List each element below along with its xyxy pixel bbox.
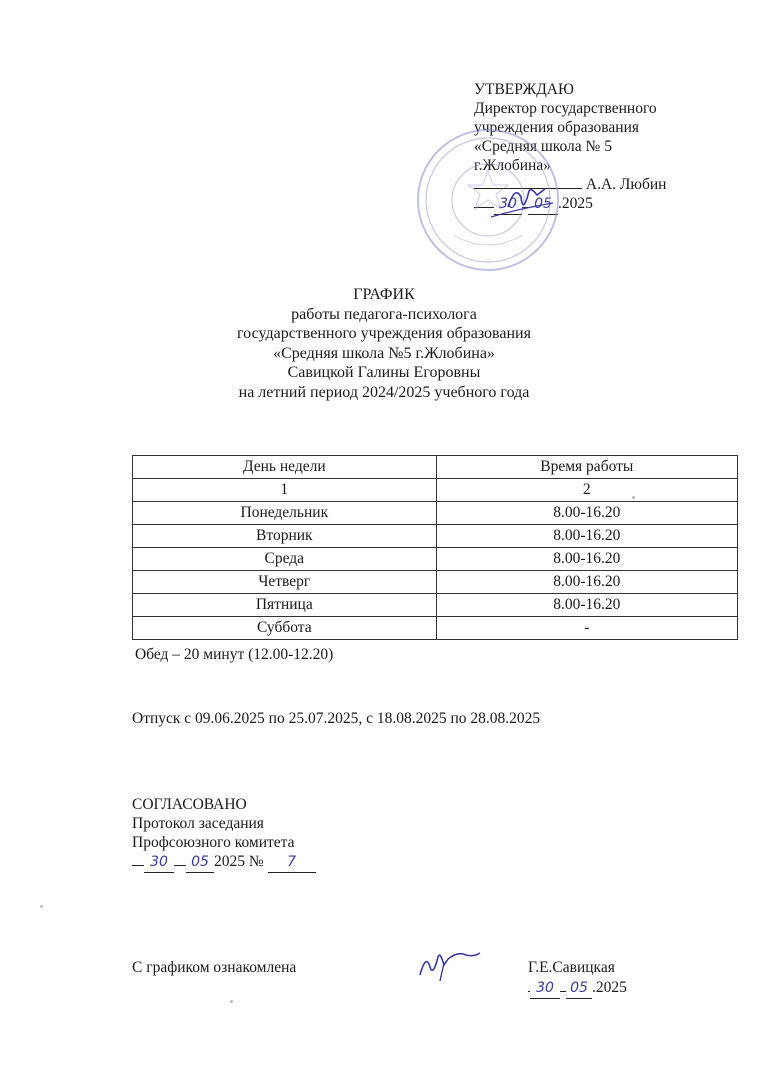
time-cell: 8.00-16.20 xyxy=(436,502,737,525)
seal-stamp-icon xyxy=(413,125,563,275)
table-row xyxy=(133,525,738,548)
day-cell: Четверг xyxy=(133,571,437,594)
ack-date-year: .2025 xyxy=(592,979,627,996)
ack-date-day: 30 xyxy=(530,979,560,999)
agreed-date-year: 2025 № xyxy=(214,853,264,870)
table-row xyxy=(133,571,738,594)
agreed-protocol-number: 7 xyxy=(268,853,316,873)
table-row xyxy=(133,548,738,571)
scan-speck xyxy=(632,496,635,499)
table-row xyxy=(133,617,738,640)
agreed-line-2: Профсоюзного комитета xyxy=(132,834,295,851)
day-cell: Суббота xyxy=(133,617,437,640)
title-line-3: «Средняя школа №5 г.Жлобина» xyxy=(273,344,495,362)
title-line-2: государственного учреждения образования xyxy=(237,325,531,342)
numbering-1: 1 xyxy=(133,479,437,502)
day-cell: Пятница xyxy=(133,594,437,617)
table-row xyxy=(133,594,738,617)
approval-date-month: 05 xyxy=(528,195,558,215)
vacation-note: Отпуск с 09.06.2025 по 25.07.2025, с 18.08.2025 по 28.08.2025 xyxy=(132,710,541,727)
time-cell: 8.00-16.20 xyxy=(436,548,737,571)
approval-date-year: .2025 xyxy=(558,195,593,212)
scan-speck xyxy=(230,1000,233,1003)
approval-date-day: 30 xyxy=(494,195,522,215)
title-heading: ГРАФИК xyxy=(353,286,415,303)
header-time: Время работы xyxy=(436,456,737,479)
title-line-4: Савицкой Галины Егоровны xyxy=(287,364,481,381)
acknowledgment-name: Г.Е.Савицкая xyxy=(528,959,615,976)
title-line-5: на летний период 2024/2025 учебного года xyxy=(238,383,530,401)
title-line-1: работы педагога-психолога xyxy=(291,305,477,323)
day-cell: Среда xyxy=(133,548,437,571)
agreed-date-day: 30 xyxy=(144,853,174,873)
ack-date-month: 05 xyxy=(566,979,592,999)
agreed-block xyxy=(132,795,316,873)
approval-line-4: г.Жлобина» xyxy=(474,157,551,174)
day-cell: Понедельник xyxy=(133,502,437,525)
table-header-row xyxy=(133,456,738,479)
approval-line-2: учреждения образования xyxy=(474,119,640,136)
table-row xyxy=(133,502,738,525)
scan-speck xyxy=(40,905,43,908)
approval-line-1: Директор государственного xyxy=(474,100,657,117)
time-cell: 8.00-16.20 xyxy=(436,525,737,548)
date-sep xyxy=(174,865,186,866)
agreed-line-1: Протокол заседания xyxy=(132,815,264,832)
time-cell: - xyxy=(436,617,737,640)
acknowledgment-text: С графиком ознакомлена xyxy=(132,959,297,976)
agreed-date-month: 05 xyxy=(186,853,214,873)
lunch-note: Обед – 20 минут (12.00-12.20) xyxy=(135,646,334,663)
time-cell: 8.00-16.20 xyxy=(436,571,737,594)
agreed-date xyxy=(132,852,316,873)
day-cell: Вторник xyxy=(133,525,437,548)
date-pad xyxy=(132,865,144,866)
header-day: День недели xyxy=(133,456,437,479)
approval-heading: УТВЕРЖДАЮ xyxy=(474,81,574,98)
numbering-2: 2 xyxy=(436,479,737,502)
schedule-table xyxy=(132,455,738,640)
agreed-heading: СОГЛАСОВАНО xyxy=(132,796,247,813)
approval-signer: А.А. Любин xyxy=(585,176,667,193)
approval-line-3: «Средняя школа № 5 xyxy=(474,138,612,155)
time-cell: 8.00-16.20 xyxy=(436,594,737,617)
acknowledgment-date xyxy=(528,978,627,999)
table-numbering-row xyxy=(133,479,738,502)
handwritten-signature-icon xyxy=(414,945,484,985)
document-title xyxy=(0,285,768,402)
